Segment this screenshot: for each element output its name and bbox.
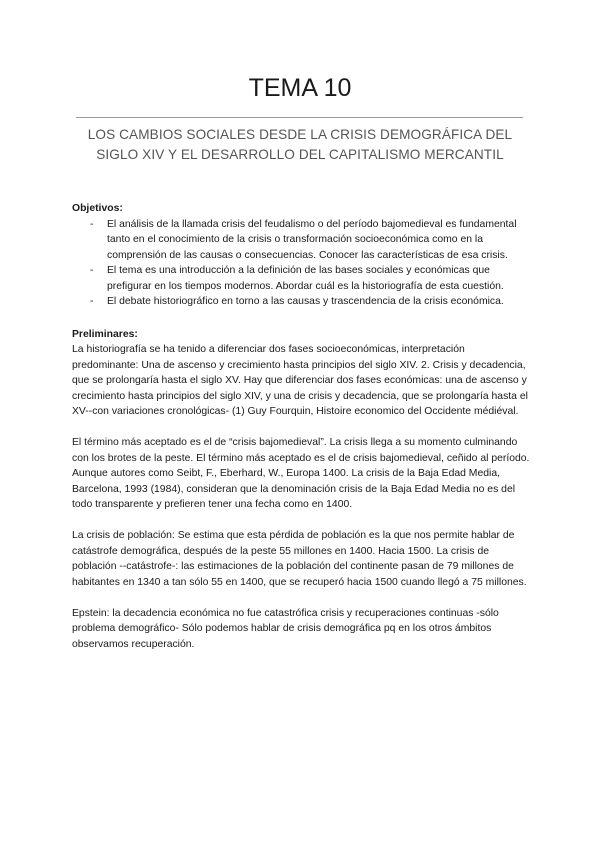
paragraph: La crisis de población: Se estima que esta pérdida de población es la que nos permite hablar de catástrofe demográfica, después de la peste 55 millones en 1400. Hacia 1500. La crisis de población --catástrofe-: las estimaciones de la población del continente pasan de 79 millones de habitantes en 1340 a tan sólo 55 en 1400, que se recuperó hacia 1500 cuando llegó a 75 millones. <box>72 530 527 588</box>
dash-bullet-icon: - <box>90 296 94 307</box>
dash-bullet-icon: - <box>90 218 94 230</box>
objetivos-list <box>72 217 534 310</box>
list-item <box>72 263 534 294</box>
list-item-text: El análisis de la llamada crisis del feudalismo o del período bajomedieval es fundamental tanto en el conocimiento de la crisis o transformación socioeconómica como en la comprensión de las causas o consecuencias. Conocer las características de esa crisis. <box>107 218 517 261</box>
list-item-text: El tema es una introducción a la definición de las bases sociales y económicas que prefigurar en los tiempos modernos. Abordar cuál es la historiografía de esta cuestión. <box>107 265 504 292</box>
list-item <box>72 217 534 264</box>
list-item-text: El debate historiográfico en torno a las causas y trascendencia de la crisis económica. <box>107 296 504 307</box>
page-title: TEMA 10 <box>248 74 352 102</box>
paragraph: El término más aceptado es el de “crisis bajomedieval”. La crisis llega a su momento culminando con los brotes de la peste. El término más aceptado es el de crisis bajomedieval, ceñido al período. Aunque autores como Seibt, F., Eberhard, W., Europa 1400. La crisis de la Baja Edad Media, Barcelona, 1993 (1984), consideran que la denominación crisis de la Baja Edad Media no es del todo transparente y prefieren tener una fecha como en 1400. <box>72 437 530 510</box>
paragraph: La historiografía se ha tenido a diferenciar dos fases socioeconómicas, interpretación predominante: Una de ascenso y crecimiento hasta principios del siglo XIV. 2. Crisis y decadencia, que se prolongaría hasta el siglo XV. Hay que diferenciar dos fases económicas: una de ascenso y crecimiento hasta principios del siglo XIV, y una de crisis y decadencia, que se prolongaría hasta el XV--con variaciones cronológicas- (1) Guy Fourquin, Histoire economico del Occidente médiéval. <box>72 344 528 417</box>
title-divider <box>76 117 523 118</box>
page-subtitle: LOS CAMBIOS SOCIALES DESDE LA CRISIS DEMOGRÁFICA DEL SIGLO XIV Y EL DESARROLLO DEL CAPITALISMO MERCANTIL <box>87 127 513 162</box>
list-item <box>72 294 534 310</box>
objetivos-heading: Objetivos: <box>72 203 123 214</box>
dash-bullet-icon: - <box>90 265 94 276</box>
paragraph: Epstein: la decadencia económica no fue catastrófica crisis y recuperaciones continuas -sólo problema demográfico- Sólo podemos hablar de crisis demográfica pq en los otros ámbitos observamos recuperación. <box>72 607 499 650</box>
preliminares-heading: Preliminares: <box>72 328 138 340</box>
document-body <box>72 201 534 652</box>
